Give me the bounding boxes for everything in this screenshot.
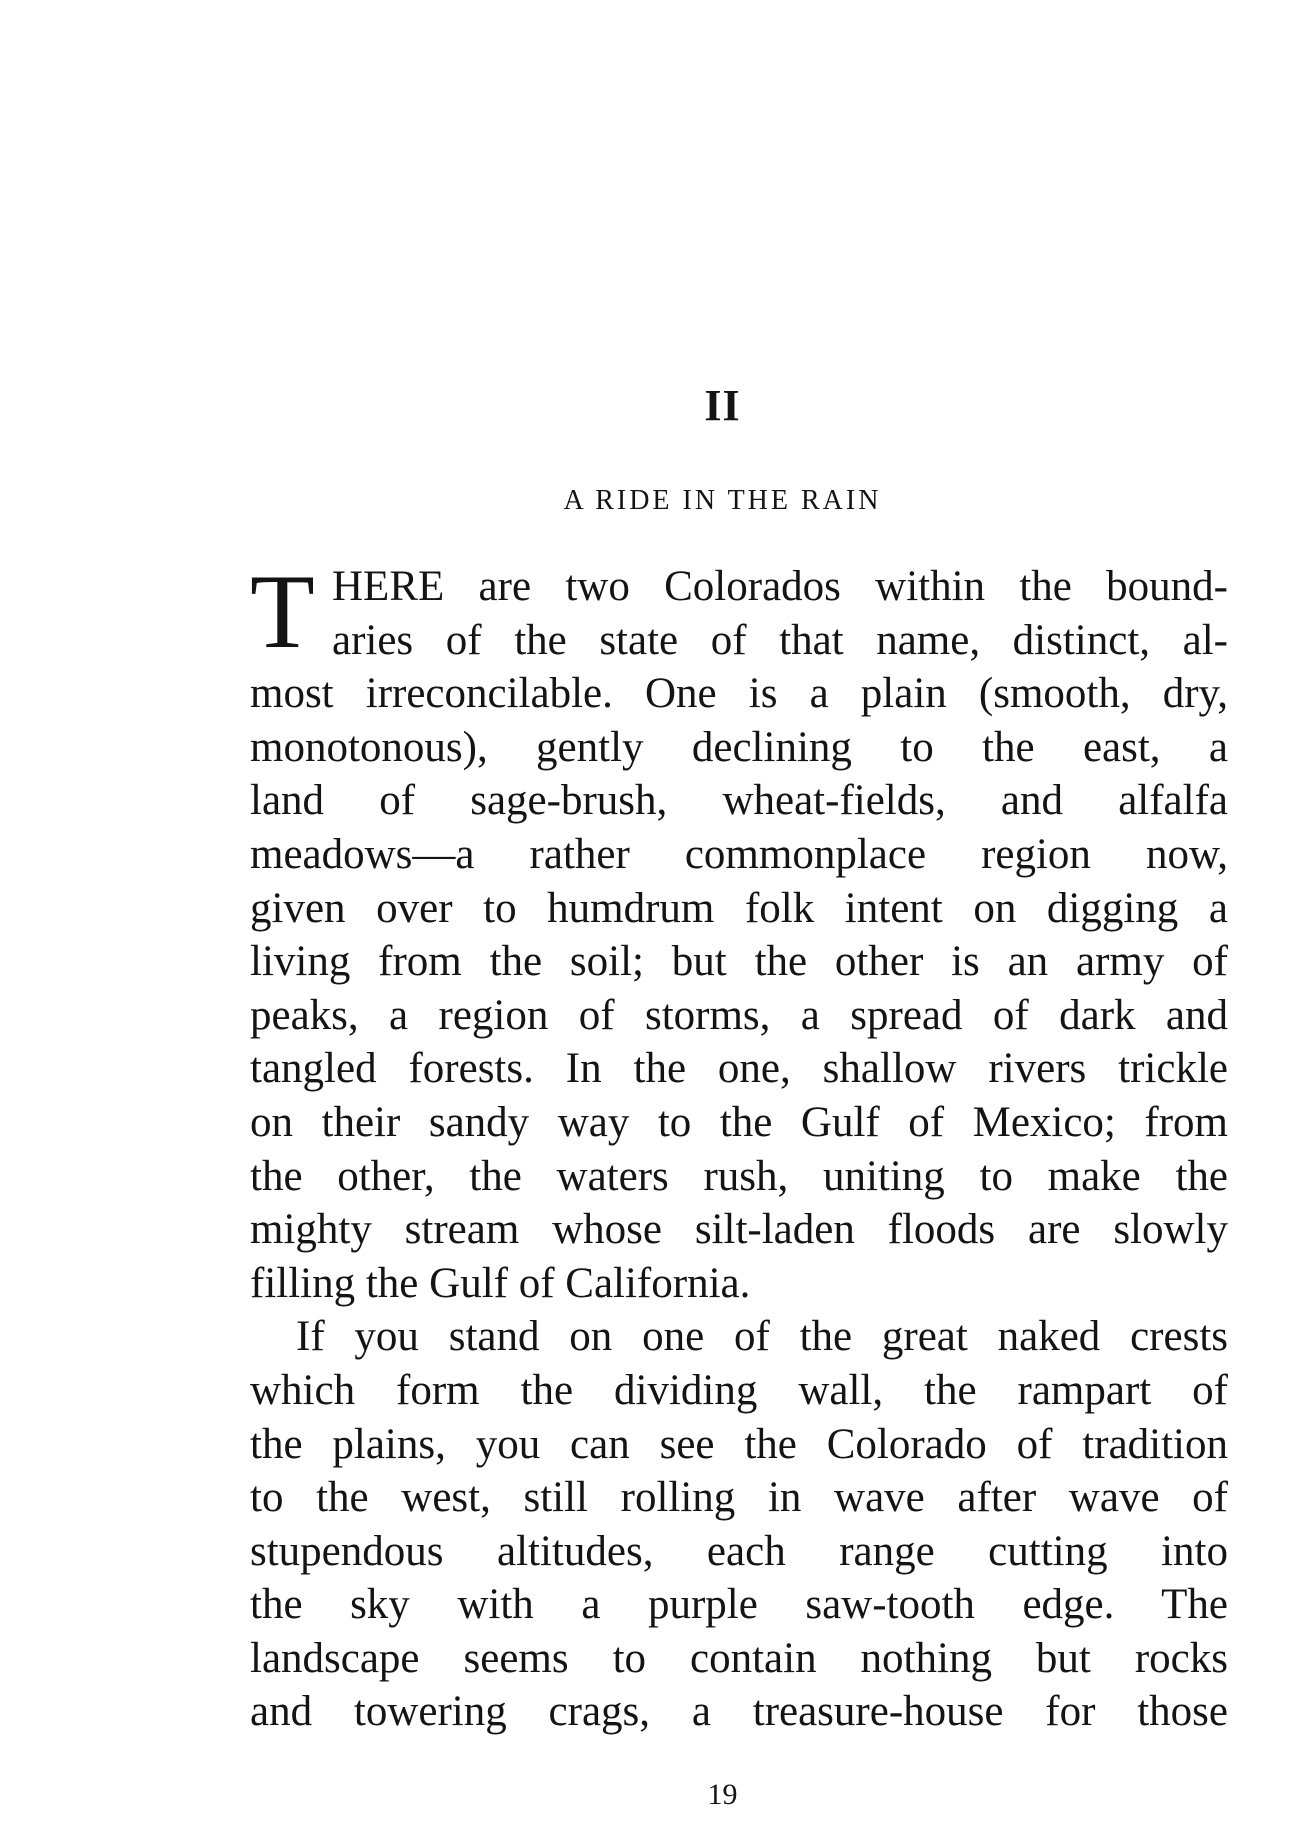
text-line: the plains, you can see the Colorado of tradition — [250, 1420, 1228, 1468]
page-number: 19 — [707, 1778, 738, 1811]
text-line: HERE are two Colorados within the bound- — [332, 563, 1228, 610]
text-line: stupendous altitudes, each range cutting into — [250, 1527, 1228, 1575]
text-line: given over to humdrum folk intent on digging a — [250, 884, 1228, 932]
text-line: monotonous), gently declining to the east, a — [250, 723, 1228, 771]
text-line: land of sage-brush, wheat-fields, and alfalfa — [250, 777, 1228, 825]
drop-cap: T — [250, 553, 315, 670]
text-line: most irreconcilable. One is a plain (smooth, dry, — [250, 670, 1228, 718]
text-line: If you stand on one of the great naked crests — [296, 1313, 1228, 1361]
body-text — [250, 553, 1228, 1739]
text-line: aries of the state of that name, distinct, al- — [332, 616, 1228, 664]
chapter-number: II — [704, 381, 741, 430]
text-line: filling the Gulf of California. — [250, 1259, 751, 1307]
paragraph-1 — [250, 553, 1228, 670]
text-line: peaks, a region of storms, a spread of dark and — [250, 991, 1228, 1039]
text-line: meadows—a rather commonplace region now, — [250, 830, 1228, 878]
text-line: which form the dividing wall, the rampart of — [250, 1366, 1228, 1414]
text-line: on their sandy way to the Gulf of Mexico; from — [250, 1098, 1228, 1146]
text-line: tangled forests. In the one, shallow rivers trickle — [250, 1045, 1228, 1093]
text-line: mighty stream whose silt-laden floods are slowly — [250, 1206, 1228, 1254]
text-line: landscape seems to contain nothing but rocks — [250, 1634, 1228, 1682]
text-line: and towering crags, a treasure-house for those — [250, 1688, 1228, 1736]
text-line: the sky with a purple saw-tooth edge. The — [250, 1581, 1228, 1629]
text-line: the other, the waters rush, uniting to make the — [250, 1152, 1228, 1200]
chapter-title: A RIDE IN THE RAIN — [563, 485, 882, 516]
text-line: to the west, still rolling in wave after wave of — [250, 1474, 1228, 1522]
text-line: living from the soil; but the other is an army of — [250, 938, 1228, 986]
